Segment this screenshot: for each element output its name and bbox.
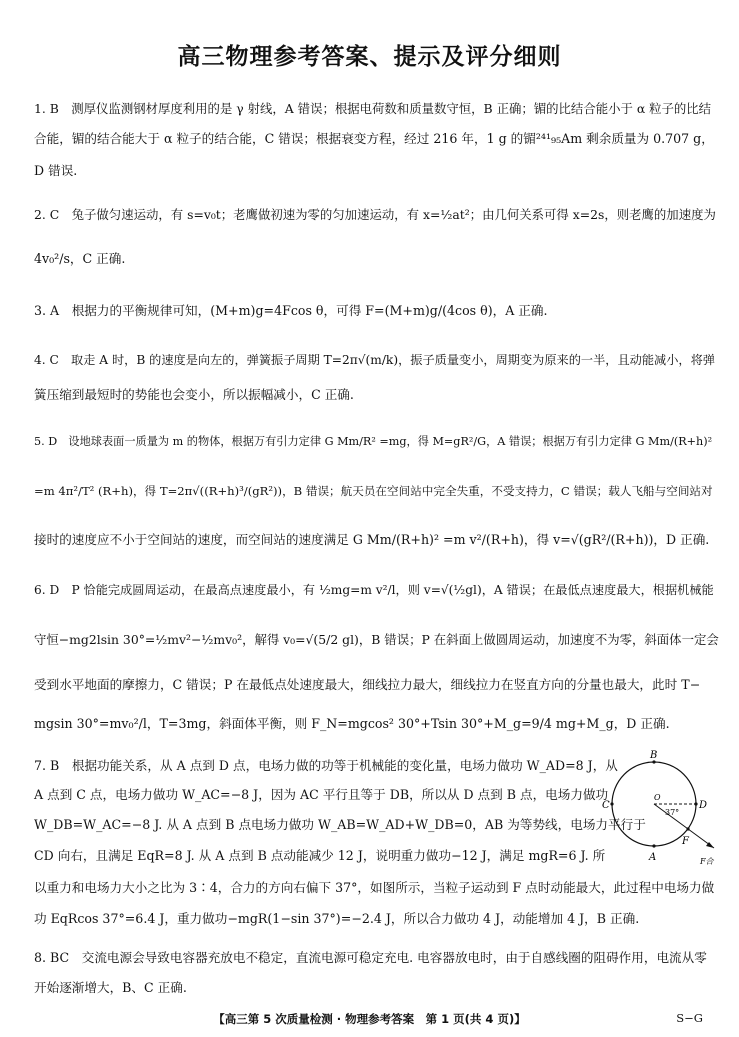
item-7-line-5: 以重力和电场力大小之比为 3∶4，合力的方向右偏下 37°，如图所示，当粒子运动到 F 点时动能最大，此过程中电场力做 bbox=[34, 880, 715, 895]
item-5-line-1: 5. D 设地球表面一质量为 m 的物体，根据万有引力定律 G Mm/R² =mg，得 M=gR²/G，A 错误；根据万有引力定律 G Mm/(R+h)² bbox=[34, 435, 713, 448]
item-8-line-2: 开始逐渐增大，B、C 正确. bbox=[34, 980, 187, 995]
item-7-line-3: W_DB=W_AC=−8 J. 从 A 点到 B 点电场力做功 W_AB=W_AD+W_DB=0，AB 为等势线，电场力平行于 bbox=[34, 817, 646, 832]
diagram-point-a bbox=[652, 844, 655, 847]
item-4-line-1: 4. C 取走 A 时，B 的速度是向左的，弹簧振子周期 T=2π√(m/k)，振子质量变小，周期变为原来的一半，且动能减小，将弹 bbox=[34, 353, 715, 367]
circle-diagram bbox=[602, 748, 722, 866]
diagram-point-f bbox=[686, 827, 689, 830]
item-7-line-2: A 点到 C 点，电场力做功 W_AC=−8 J，因为 AC 平行且等于 DB，所以从 D 点到 B 点，电场力做功 bbox=[34, 787, 609, 802]
label-f: F bbox=[682, 836, 689, 847]
item-5-line-3: 接时的速度应不小于空间站的速度，而空间站的速度满足 G Mm/(R+h)² =m v²/(R+h)，得 v=√(gR²/(R+h))，D 正确. bbox=[34, 532, 710, 547]
item-6-line-4: mgsin 30°=mv₀²/l，T=3mg，斜面体平衡，则 F_N=mgcos² 30°+Tsin 30°+M_g=9/4 mg+M_g，D 正确. bbox=[34, 716, 670, 731]
footer-center-text: 【高三第 5 次质量检测 · 物理参考答案 第 1 页(共 4 页)】 bbox=[213, 1012, 526, 1026]
diagram-point-d bbox=[694, 802, 697, 805]
item-1-line-1: 1. B 测厚仪监测钢材厚度利用的是 γ 射线，A 错误；根据电荷数和质量数守恒，B 正确；镅的比结合能小于 α 粒子的比结 bbox=[34, 101, 712, 116]
item-2-line-2: 4v₀²/s，C 正确. bbox=[34, 251, 126, 266]
item-8-line-1: 8. BC 交流电源会导致电容器充放电不稳定，直流电源可稳定充电. 电容器放电时，由于自感线圈的阻碍作用，电流从零 bbox=[34, 950, 707, 965]
label-c: C bbox=[602, 800, 610, 811]
item-7-line-4: CD 向右，且满足 EqR=8 J. 从 A 点到 B 点动能减少 12 J，说明重力做功−12 J，满足 mgR=6 J. 所 bbox=[34, 848, 606, 863]
label-angle: 37° bbox=[665, 808, 680, 817]
item-7-line-1: 7. B 根据功能关系，从 A 点到 D 点，电场力做的功等于机械能的变化量，电场力做功 W_AD=8 J，从 bbox=[34, 758, 618, 773]
label-d: D bbox=[699, 800, 708, 811]
item-1-line-2: 合能，镅的结合能大于 α 粒子的结合能，C 错误；根据衰变方程，经过 216 年，1 g 的镅²⁴¹₉₅Am 剩余质量为 0.707 g， bbox=[34, 131, 714, 146]
footer-code: S−G bbox=[676, 1011, 703, 1025]
item-6-line-2: 守恒−mg2lsin 30°=½mv²−½mv₀²，解得 v₀=√(5/2 gl)，B 错误；P 在斜面上做圆周运动，加速度不为零，斜面体一定会 bbox=[34, 632, 719, 647]
item-7-line-6: 功 EqRcos 37°=6.4 J，重力做功−mgR(1−sin 37°)=−2.4 J，所以合力做功 4 J，动能增加 4 J，B 正确. bbox=[34, 911, 640, 926]
label-o: O bbox=[654, 793, 661, 802]
diagram-point-c bbox=[610, 802, 613, 805]
item-5-line-2: =m 4π²/T² (R+h)，得 T=2π√((R+h)³/(gR²))，B 错误；航天员在空间站中完全失重，不受支持力，C 错误；载人飞船与空间站对 bbox=[34, 484, 713, 498]
label-b: B bbox=[650, 750, 658, 761]
item-4-line-2: 簧压缩到最短时的势能也会变小，所以振幅减小，C 正确. bbox=[34, 387, 354, 402]
item-3-line-1: 3. A 根据力的平衡规律可知，(M+m)g=4Fcos θ，可得 F=(M+m)g/(4cos θ)，A 正确. bbox=[34, 303, 548, 318]
label-force: F合 bbox=[700, 857, 714, 866]
label-a: A bbox=[649, 852, 657, 863]
item-2-line-1: 2. C 兔子做匀速运动，有 s=v₀t；老鹰做初速为零的匀加速运动，有 x=½at²；由几何关系可得 x=2s，则老鹰的加速度为 bbox=[34, 207, 716, 222]
item-6-line-3: 受到水平地面的摩擦力，C 错误；P 在最低点处速度最大，细线拉力最大，细线拉力在竖直方向的分量也最大，此时 T− bbox=[34, 677, 701, 692]
item-1-line-3: D 错误. bbox=[34, 163, 78, 178]
item-6-line-1: 6. D P 恰能完成圆周运动，在最高点速度最小，有 ½mg=m v²/l，则 v=√(½gl)，A 错误；在最低点速度最大，根据机械能 bbox=[34, 583, 714, 597]
page-title: 高三物理参考答案、提示及评分细则 bbox=[177, 44, 562, 70]
